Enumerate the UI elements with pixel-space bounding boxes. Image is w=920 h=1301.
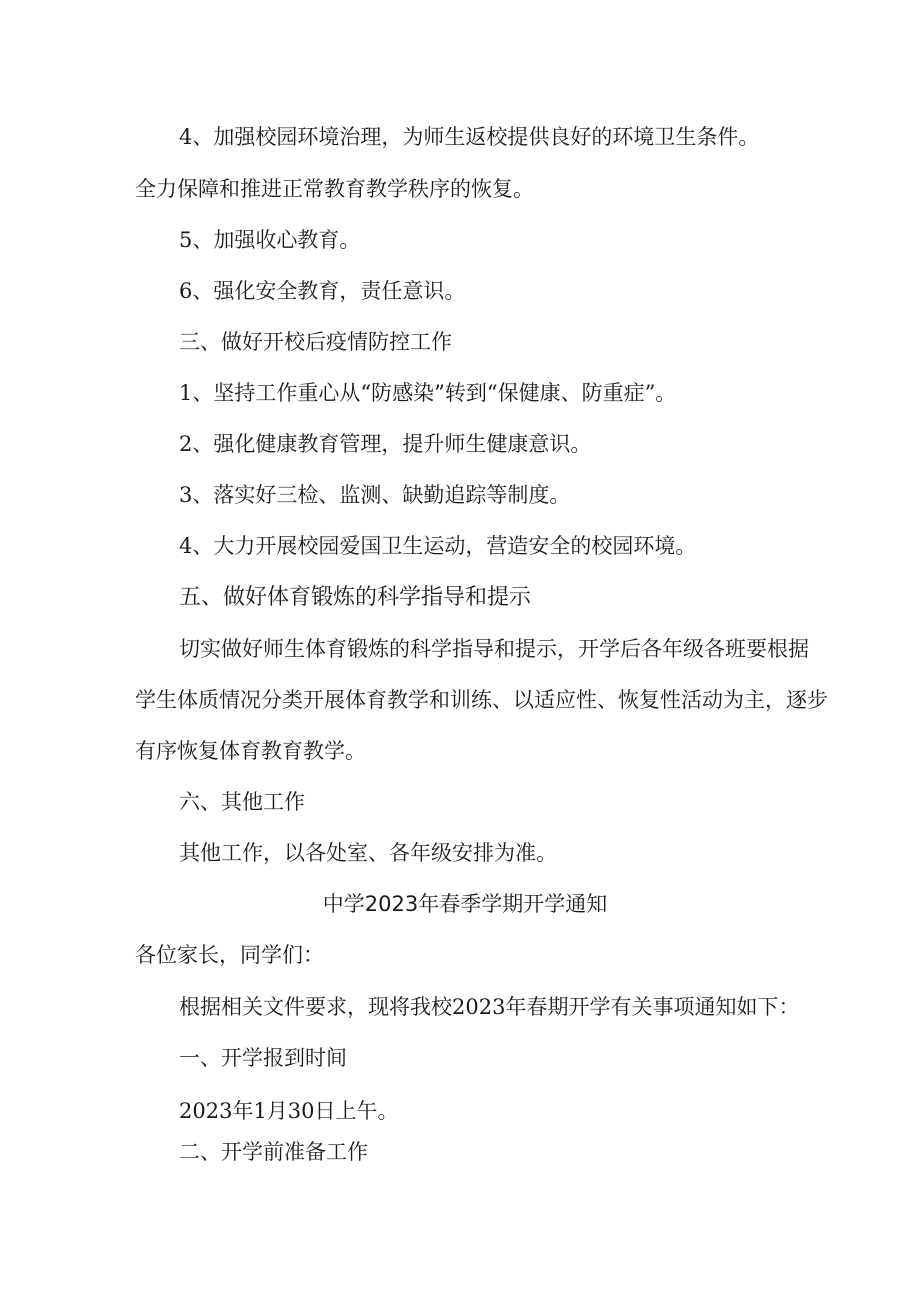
paragraph-line: 学生体质情况分类开展体育教学和训练、以适应性、恢复性活动为主，逐步 <box>135 688 828 712</box>
paragraph-line: 6、强化安全教育，责任意识。 <box>179 279 466 303</box>
paragraph-line: 切实做好师生体育锻炼的科学指导和提示，开学后各年级各班要根据 <box>179 637 809 661</box>
paragraph-line: 1、坚持工作重心从“防感染”转到“保健康、防重症”。 <box>179 381 677 405</box>
paragraph-line: 2023年1月30日上午。 <box>179 1099 399 1123</box>
paragraph-line: 4、大力开展校园爱国卫生运动，营造安全的校园环境。 <box>179 534 697 558</box>
paragraph-line: 4、加强校园环境治理，为师生返校提供良好的环境卫生条件。 <box>179 125 760 149</box>
section-heading: 五、做好体育锻炼的科学指导和提示 <box>179 585 532 610</box>
paragraph-line: 根据相关文件要求，现将我校2023年春期开学有关事项通知如下： <box>179 995 800 1019</box>
section-heading: 二、开学前准备工作 <box>179 1140 368 1164</box>
section-heading: 一、开学报到时间 <box>179 1046 347 1070</box>
paragraph-line: 2、强化健康教育管理，提升师生健康意识。 <box>179 432 592 456</box>
paragraph-line: 5、加强收心教育。 <box>179 228 361 252</box>
section-heading: 六、其他工作 <box>179 790 305 814</box>
paragraph-line: 全力保障和推进正常教育教学秩序的恢复。 <box>135 177 534 201</box>
salutation: 各位家长，同学们： <box>135 943 324 967</box>
paragraph-line: 其他工作，以各处室、各年级安排为准。 <box>179 841 557 865</box>
paragraph-line: 有序恢复体育教育教学。 <box>135 739 366 763</box>
section-heading: 三、做好开校后疫情防控工作 <box>179 330 452 354</box>
notice-title: 中学2023年春季学期开学通知 <box>322 892 608 916</box>
paragraph-line: 3、落实好三检、监测、缺勤追踪等制度。 <box>179 483 571 507</box>
